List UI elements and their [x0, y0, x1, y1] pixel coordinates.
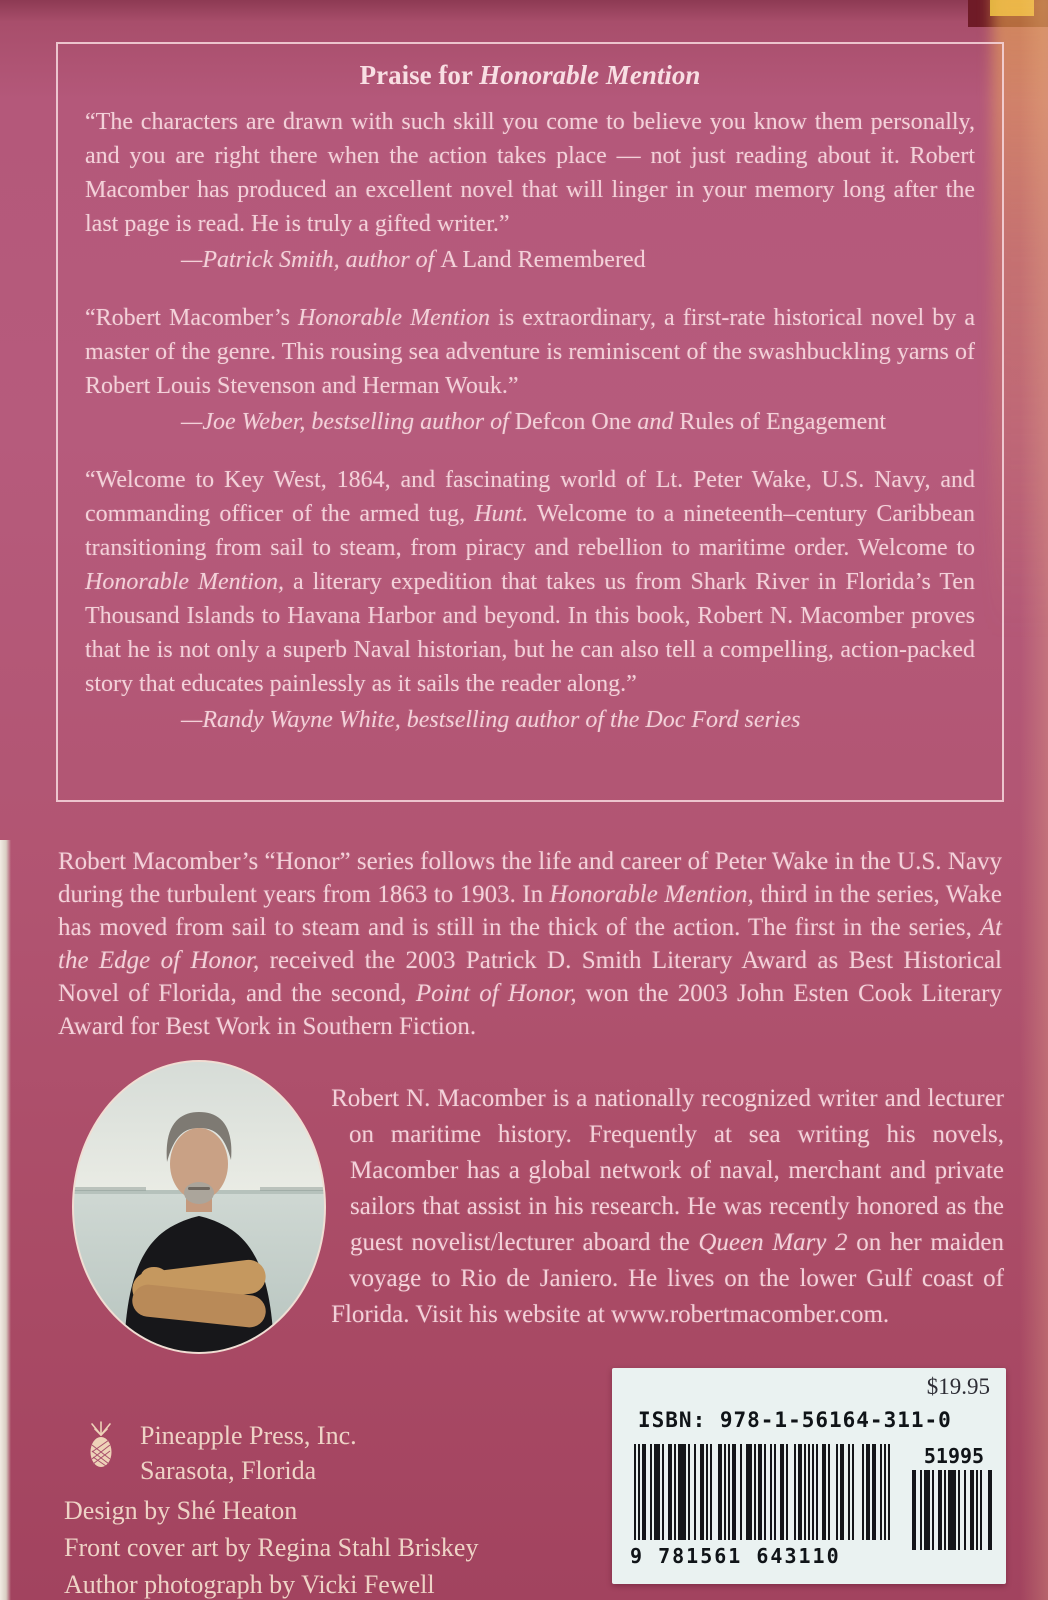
praise-box [56, 42, 1004, 802]
pineapple-icon [84, 1418, 118, 1470]
praise-heading [85, 60, 975, 91]
author-portrait-illustration [74, 1062, 324, 1352]
publisher-name: Pineapple Press, Inc. [140, 1421, 357, 1450]
isbn-text: ISBN: 978-1-56164-311-0 [638, 1408, 952, 1432]
praise-quote-1-attribution: —Patrick Smith, author of A Land Remembered [181, 247, 646, 273]
glare-edge [1020, 0, 1048, 1600]
praise-quote-3: “Welcome to Key West, 1864, and fascinating world of Lt. Peter Wake, U.S. Navy, and commanding officer of the armed tug, Hunt. Welcome to a nineteenth–century Caribbean transitioning from sail to steam, from piracy and rebellion to maritime order. Welcome to Honorable Mention, a literary expedition that takes us from Shark River in Florida’s Ten Thousand Islands to Havana Harbor and beyond. In this book, Robert N. Macomber proves that he is not only a superb Naval historian, but he can also tell a compelling, action-packed story that educates painlessly as it sails the reader along.” [85, 467, 975, 697]
ean-barcode [634, 1444, 890, 1540]
praise-quote-2-attribution: —Joe Weber, bestselling author of Defcon One and Rules of Engagement [181, 409, 886, 435]
publisher-block [84, 1418, 357, 1488]
addon-number: 51995 [923, 1444, 985, 1468]
praise-quote-3-attribution: —Randy Wayne White, bestselling author of the Doc Ford series [181, 707, 801, 733]
barcode-label [612, 1368, 1006, 1584]
credit-cover-art: Front cover art by Regina Stahl Briskey [64, 1533, 479, 1562]
credit-design: Design by Shé Heaton [64, 1496, 298, 1525]
credit-photograph: Author photograph by Vicki Fewell [64, 1570, 435, 1599]
praise-quote-1: “The characters are drawn with such skill you come to believe you know them personally, and you are right there when the action takes place — not just reading about it. Robert Macomber has produced an excellent novel that will linger in your memory long after the last page is read. He is truly a gifted writer.” [85, 109, 975, 237]
author-section [58, 1056, 1004, 1358]
praise-quote-2: “Robert Macomber’s Honorable Mention is extraordinary, a first-rate historical novel by a master of the genre. This rousing sea adventure is reminiscent of the swashbuckling yarns of Robert Louis Stevenson and Herman Wouk.” [85, 305, 975, 399]
page-edge [0, 840, 11, 1600]
addon-barcode [912, 1470, 998, 1550]
praise-heading-title: Honorable Mention [479, 60, 701, 90]
author-photo [72, 1060, 326, 1354]
praise-heading-prefix: Praise for [359, 60, 480, 90]
credits-block [64, 1492, 478, 1600]
ean-number: 9 781561 643110 [630, 1544, 841, 1568]
publisher-city: Sarasota, Florida [140, 1456, 317, 1485]
series-paragraph: Robert Macomber’s “Honor” series follows the life and career of Peter Wake in the U.S. Navy during the turbulent years from 1863 to 1903. In Honorable Mention, third in the series, Wake has moved from sail to steam and is still in the thick of the action. The first in the series, At the Edge of Honor, received the 2003 Patrick D. Smith Literary Award as Best Historical Novel of Florida, and the second, Point of Honor, won the 2003 John Esten Cook Literary Award for Best Work in Southern Fiction. [58, 848, 1003, 1040]
price-label: $19.95 [926, 1374, 990, 1399]
author-bio: Robert N. Macomber is a nationally recognized writer and lecturer on maritime history. Frequently at sea writing his novels, Macomber has a global network of naval, merchant and private sailors that assist in his research. He was recently honored as the guest novelist/lecturer aboard the Queen Mary 2 on her maiden voyage to Rio de Janiero. He lives on the lower Gulf coast of Florida. Visit his website at www.robertmacomber.com. [331, 1085, 1004, 1328]
